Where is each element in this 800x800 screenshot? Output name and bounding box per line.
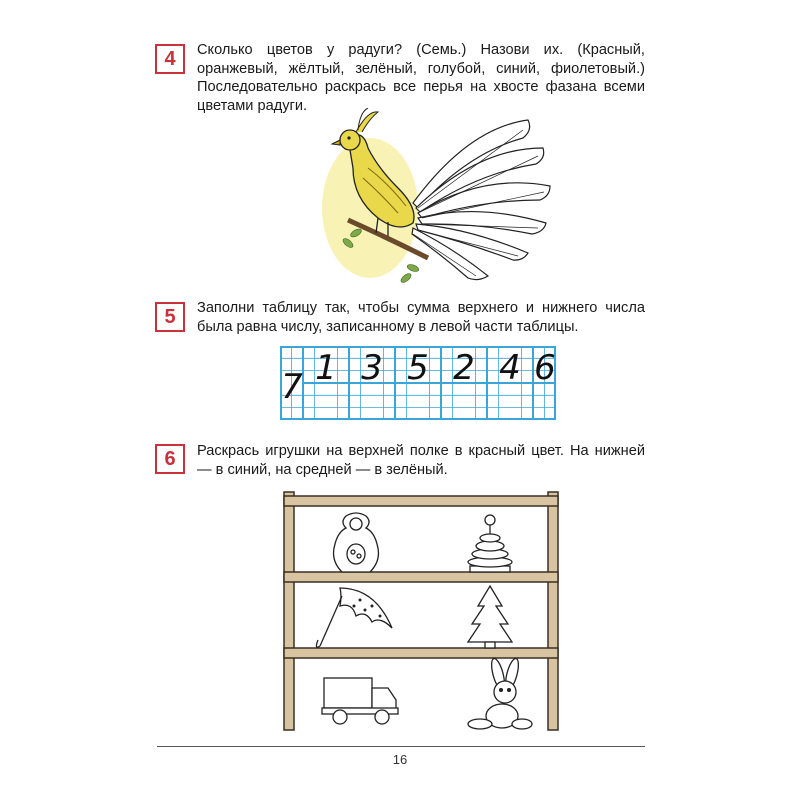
table-top-number: 2	[453, 348, 475, 388]
task-5-number: 5	[155, 302, 185, 332]
table-top-number: 3	[361, 348, 383, 388]
page-number: 16	[392, 752, 408, 767]
pyramid-toy	[468, 515, 512, 572]
number-table	[280, 346, 560, 420]
truck-toy	[322, 678, 398, 724]
table-top-number: 4	[499, 348, 521, 388]
task-6-number: 6	[155, 444, 185, 474]
toy-shelf-illustration	[280, 488, 562, 734]
table-top-number: 1	[315, 348, 337, 388]
table-top-number: 5	[407, 348, 429, 388]
fir-tree-toy	[468, 586, 512, 648]
umbrella-toy	[316, 588, 392, 647]
bunny-toy	[468, 657, 532, 729]
footer-divider	[157, 746, 645, 747]
task-5-text: Заполни таблицу так, чтобы сумма верхнего и нижнего числа была равна числу, записанному в левой части таблицы.	[197, 300, 645, 335]
pheasant-illustration	[318, 108, 558, 288]
task-4-text: Сколько цветов у радуги? (Семь.) Назови их. (Красный, оранжевый, жёлтый, зелёный, голубой, синий, фиолетовый.) Последовательно раскрась все перья на хвосте фазана всеми цветами радуги.	[197, 42, 645, 114]
table-total-number: 7	[281, 367, 303, 407]
task-6-text: Раскрась игрушки на верхней полке в красный цвет. На нижней — в синий, на средней — в зелёный.	[197, 443, 645, 478]
matryoshka-toy	[334, 513, 379, 572]
table-top-number: 6	[534, 348, 556, 388]
task-4-number: 4	[155, 44, 185, 74]
